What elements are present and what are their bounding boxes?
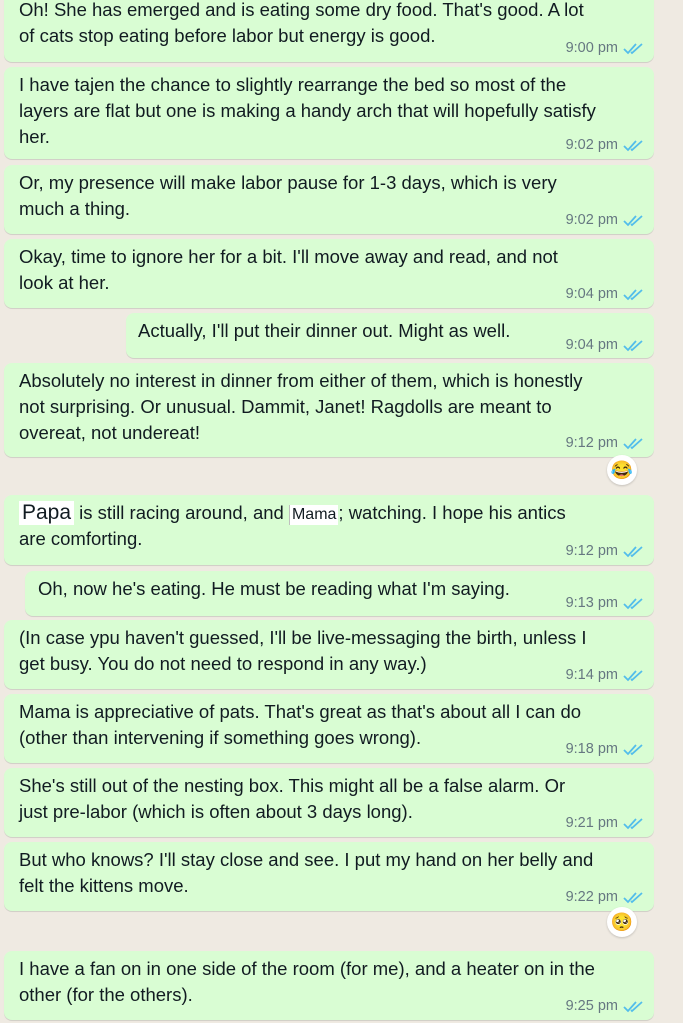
message-text: Papa is still racing around, and Mama ; watching. I hope his antics are comforting. [19, 501, 566, 549]
message-meta [566, 137, 644, 153]
double-check-icon [623, 288, 644, 301]
message-bubble[interactable] [4, 951, 654, 1020]
double-check-icon [623, 545, 644, 558]
message-meta [566, 998, 644, 1014]
message-meta [566, 889, 644, 905]
contact-name-tag: Papa [19, 501, 74, 525]
message-time: 9:00 pm [565, 40, 618, 56]
double-check-icon [623, 1000, 644, 1013]
message-text: I have tajen the chance to slightly rearrange the bed so most of the layers are flat but one is making a handy arch that will hopefully satisfy her. [19, 74, 596, 147]
message-time: 9:18 pm [565, 741, 618, 757]
message-meta [566, 543, 644, 559]
message-meta [566, 741, 644, 757]
laughing-emoji-icon: 😂 [610, 459, 634, 480]
message-time: 9:22 pm [565, 889, 618, 905]
message-text: Oh, now he's eating. He must be reading what I'm saying. [38, 578, 510, 599]
message-meta [566, 337, 644, 353]
message-time: 9:14 pm [565, 667, 618, 683]
message-time: 9:02 pm [565, 212, 618, 228]
message-time: 9:21 pm [565, 815, 618, 831]
message-time: 9:13 pm [565, 595, 618, 611]
message-text: Mama is appreciative of pats. That's great as that's about all I can do (other than intervening if something goes wrong). [19, 701, 582, 748]
message-bubble[interactable] [25, 571, 654, 616]
message-bubble[interactable] [4, 620, 654, 689]
double-check-icon [623, 214, 644, 227]
message-bubble[interactable] [4, 694, 654, 763]
message-text: Absolutely no interest in dinner from either of them, which is honestly not surprising. Or unusual. Dammit, Janet! Ragdolls are meant to overeat, not undereat! [19, 370, 583, 443]
double-check-icon [623, 743, 644, 756]
message-text: Oh! She has emerged and is eating some dry food. That's good. A lot of cats stop eating before labor but energy is good. [19, 0, 584, 46]
double-check-icon [623, 817, 644, 830]
pleading-face-emoji-icon: 🥺 [610, 911, 634, 932]
message-meta [566, 435, 644, 451]
message-bubble[interactable] [4, 842, 654, 911]
double-check-icon [623, 437, 644, 450]
message-bubble[interactable] [4, 165, 654, 234]
message-text: (In case ypu haven't guessed, I'll be live-messaging the birth, unless I get busy. You do not need to respond in any way.) [19, 627, 587, 674]
message-time: 9:12 pm [565, 435, 618, 451]
message-text: Okay, time to ignore her for a bit. I'll move away and read, and not look at her. [19, 246, 558, 293]
message-text: Or, my presence will make labor pause for 1-3 days, which is very much a thing. [19, 172, 557, 219]
message-text: Actually, I'll put their dinner out. Might as well. [138, 320, 511, 341]
message-time: 9:04 pm [565, 337, 618, 353]
message-bubble[interactable] [4, 768, 654, 837]
message-meta [566, 212, 644, 228]
message-meta [566, 815, 644, 831]
message-text: But who knows? I'll stay close and see. I put my hand on her belly and felt the kittens move. [19, 849, 594, 896]
double-check-icon [623, 42, 644, 55]
message-bubble[interactable] [4, 363, 654, 457]
message-meta [566, 667, 644, 683]
double-check-icon [623, 339, 644, 352]
message-bubble[interactable] [4, 239, 654, 308]
double-check-icon [623, 597, 644, 610]
reaction-badge[interactable] [607, 907, 637, 937]
message-time: 9:02 pm [565, 137, 618, 153]
message-time: 9:04 pm [565, 286, 618, 302]
message-bubble[interactable] [4, 0, 654, 62]
message-time: 9:25 pm [565, 998, 618, 1014]
contact-name-tag: Mama [289, 505, 338, 525]
reaction-badge[interactable] [607, 455, 637, 485]
message-text: She's still out of the nesting box. This might all be a false alarm. Or just pre-labor (which is often about 3 days long). [19, 775, 566, 822]
message-bubble[interactable] [4, 495, 654, 565]
message-meta [566, 286, 644, 302]
message-time: 9:12 pm [565, 543, 618, 559]
message-meta [566, 40, 644, 56]
message-meta [566, 595, 644, 611]
double-check-icon [623, 669, 644, 682]
double-check-icon [623, 891, 644, 904]
double-check-icon [623, 139, 644, 152]
message-text: I have a fan on in one side of the room (for me), and a heater on in the other (for the others). [19, 958, 595, 1005]
message-bubble[interactable] [4, 67, 654, 159]
message-bubble[interactable] [126, 313, 654, 358]
